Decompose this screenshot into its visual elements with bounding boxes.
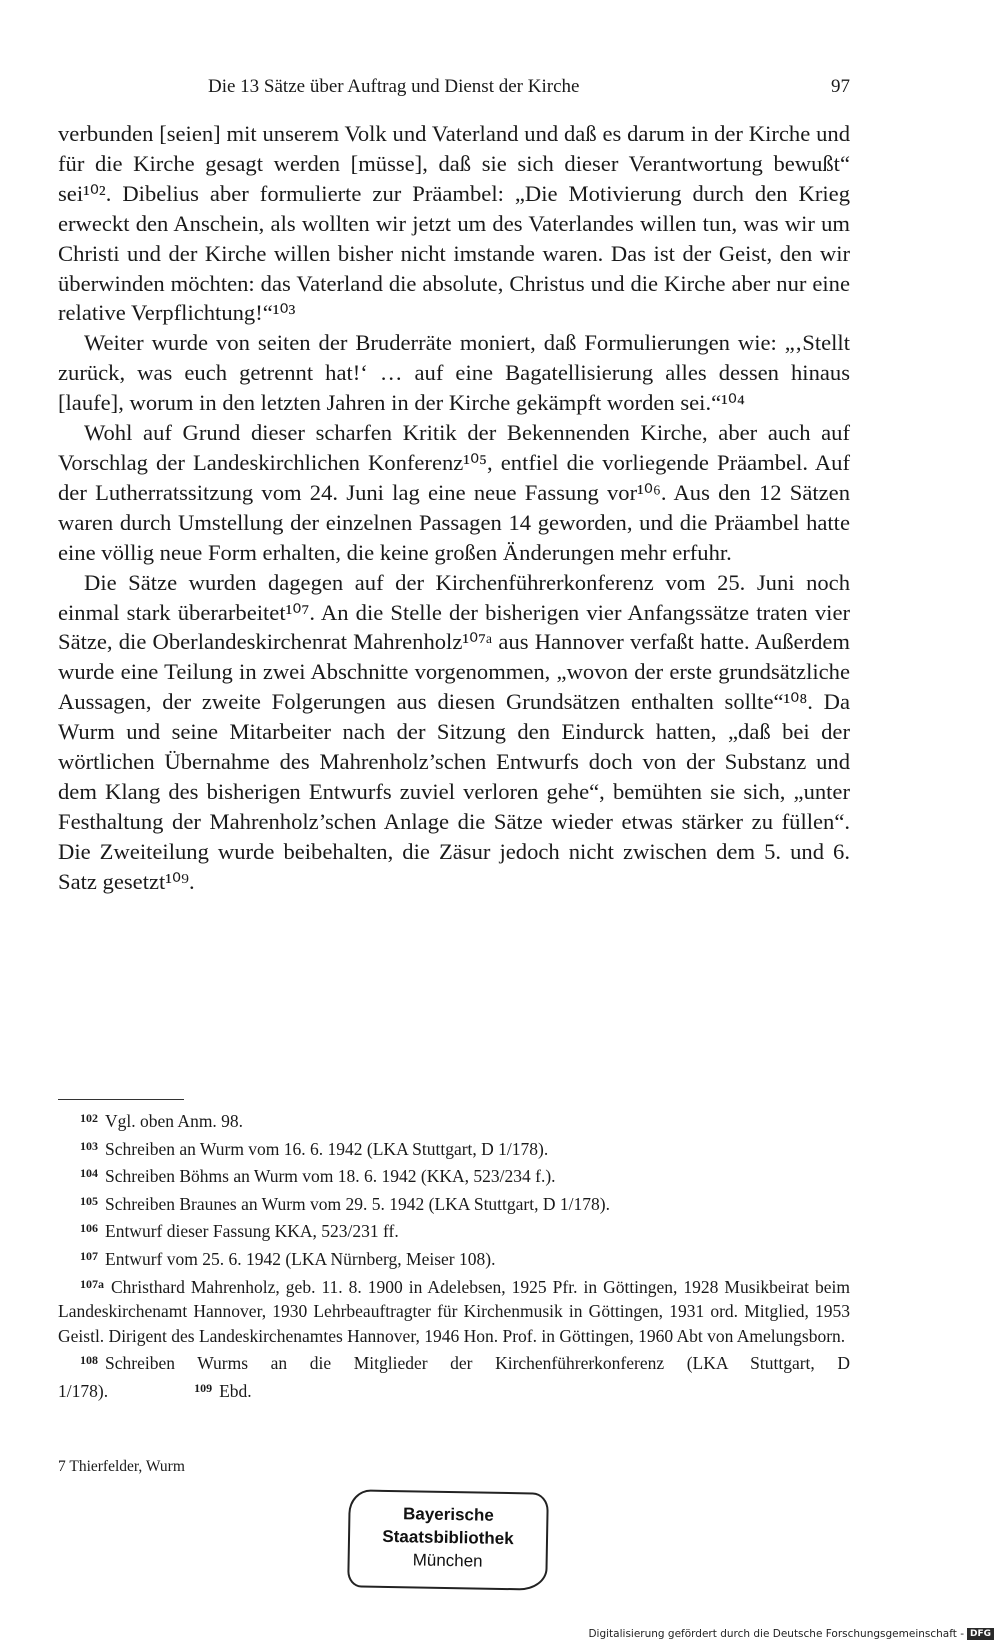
credit-text: Digitalisierung gefördert durch die Deutsche Forschungsgemeinschaft - [588, 1628, 964, 1640]
footnote-105: $^{105}$ Schreiben Braunes an Wurm vom 29. 5. 1942 (LKA Stuttgart, D 1/178). [80, 1193, 610, 1214]
footnote-102: $^{102}$ Vgl. oben Anm. 98. [80, 1111, 244, 1131]
dfg-logo-icon: DFG [967, 1628, 994, 1640]
footnote-103: $^{103}$ Schreiben an Wurm vom 16. 6. 1942 (LKA Stuttgart, D 1/178). [80, 1138, 549, 1159]
footnote-107: $^{107}$ Entwurf vom 25. 6. 1942 (LKA Nürnberg, Meiser 108). [80, 1248, 496, 1269]
paragraph-2: Weiter wurde von seiten der Bruderräte moniert, daß Formulierungen wie: „‚Stellt zurück, was euch getrennt hat!‘ … auf eine Bagatellisierung alles dessen hinaus [laufe], worum in den letzten Jahren in der Kirche gekämpft worden sei.“¹⁰⁴ [58, 330, 850, 416]
footnote-106: $^{106}$ Entwurf dieser Fassung KKA, 523/231 ff. [80, 1221, 399, 1242]
stamp-line-2: Staatsbibliothek [382, 1526, 514, 1549]
footnote-104: $^{104}$ Schreiben Böhms an Wurm vom 18. 6. 1942 (KKA, 523/234 f.). [80, 1166, 556, 1187]
stamp-line-1: Bayerische [402, 1504, 494, 1525]
footnote-108: $^{108}$ Schreiben Wurms an die Mitglieder der Kirchenführerkonferenz (LKA Stuttgart, D 1/178). $^{109}$ Ebd. [58, 1353, 850, 1401]
paragraph-1: verbunden [seien] mit unserem Volk und Vaterland und daß es darum in der Kirche und für die Kirche gesagt werden [müsse], daß sie sich dieser Verantwortung bewußt“ sei¹⁰². Dibelius aber formulierte zur Präambel: „Die Motivierung durch den Krieg erweckt den Anschein, als wollten wir jetzt um des Vaterlandes willen tun, was wir um Christi und der Kirche willen bisher nicht imstande waren. Das ist der Geist, den wir überwinden möchten: das Vaterland die absolute, Christus und die Kirche aber nur eine relative Verpflichtung!“¹⁰³ [58, 121, 850, 326]
library-stamp [347, 1489, 549, 1590]
paragraph-3: Wohl auf Grund dieser scharfen Kritik der Bekennenden Kirche, aber auch auf Vorschlag der Landeskirchlichen Konferenz¹⁰⁵, entfiel die vorliegende Präambel. Auf der Lutherratssitzung vom 24. Juni lag eine neue Fassung vor¹⁰⁶. Aus den 12 Sätzen waren durch Umstellung der einzelnen Passagen 14 geworden, und die Präambel hatte eine völlig neue Form erhalten, die keine großen Änderungen mehr erfuhr. [58, 420, 850, 565]
footnotes [58, 1106, 850, 1404]
footnote-109: $^{109}$ Ebd. [194, 1380, 252, 1401]
running-title: Die 13 Sätze über Auftrag und Dienst der Kirche [208, 76, 580, 97]
paragraph-4: Die Sätze wurden dagegen auf der Kirchenführerkonferenz vom 25. Juni noch einmal stark überarbeitet¹⁰⁷. An die Stelle der bisherigen vier Anfangssätze traten vier Sätze, die Oberlandeskirchenrat Mahrenholz¹⁰⁷ᵃ aus Hannover verfaßt hatte. Außerdem wurde eine Teilung in zwei Abschnitte vorgenommen, „wovon der erste grundsätzliche Aussagen, der zweite Folgerungen aus diesen Grundsätzen enthalten sollte“¹⁰⁸. Da Wurm und seine Mitarbeiter nach der Sitzung den Eindurck hatten, „daß bei der wörtlichen Übernahme des Mahrenholz’schen Entwurfs doch von der Substanz und dem Klang des bisherigen Entwurfs zuviel verloren gehe“, bemühten sie sich, „unter Festhaltung der Mahrenholz’schen Anlage die Sätze wieder etwas stärker zu füllen“. Die Zweiteilung wurde beibehalten, die Zäsur jedoch nicht zwischen dem 5. und 6. Satz gesetzt¹⁰⁹. [58, 569, 850, 894]
digitization-credit [588, 1628, 994, 1640]
printer-signature: 7 Thierfelder, Wurm [58, 1458, 185, 1475]
footnote-107a: $^{107a}$ Christhard Mahrenholz, geb. 11. 8. 1900 in Adelebsen, 1925 Pfr. in Göttingen, 1928 Musikbeirat beim Landeskirchenamt Hannover, 1930 Lehrbeauftragter für Kirchenmusik in Göttingen, 1931 ord. Mitglied, 1953 Geistl. Dirigent des Landeskirchenamtes Hannover, 1946 Hon. Prof. in Göttingen, 1960 Abt von Amelungsborn. [58, 1276, 850, 1346]
stamp-line-3: München [412, 1550, 483, 1571]
main-text [58, 119, 850, 897]
page-number: 97 [831, 76, 850, 97]
footnote-divider [58, 1099, 184, 1100]
